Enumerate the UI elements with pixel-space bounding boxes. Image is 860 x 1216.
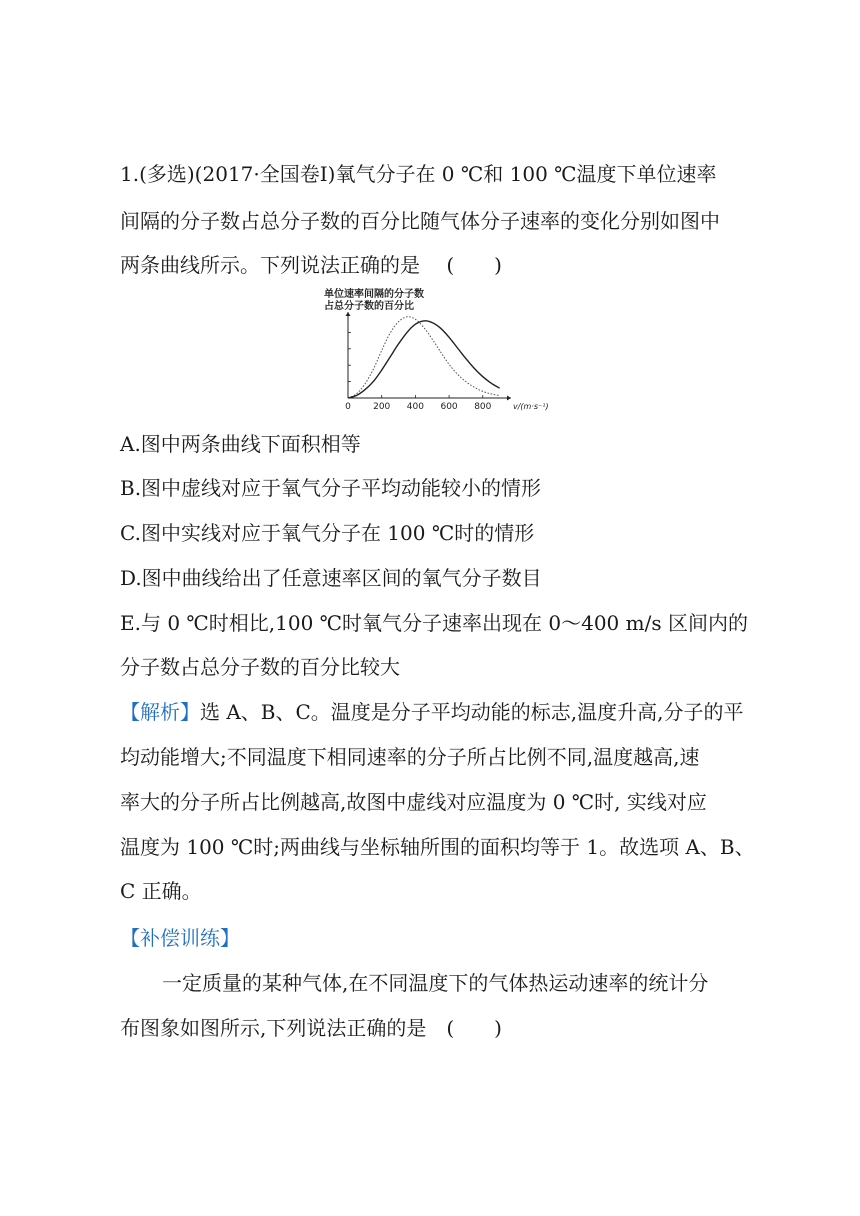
x-tick-label: 200 <box>373 402 391 412</box>
x-tick-label: 800 <box>474 402 492 412</box>
x-tick-label: 0 <box>345 402 351 412</box>
analysis-line <box>120 698 744 726</box>
option-e-continued: 分子数占总分子数的百分比较大 <box>120 655 400 679</box>
analysis-text: 选 A、B、C。温度是分子平均动能的标志,温度升高,分子的平 <box>200 700 744 724</box>
x-axis-label: v/(m·s⁻¹) <box>513 402 549 411</box>
y-axis-arrow <box>346 312 351 316</box>
question-stem-line: 间隔的分子数占总分子数的百分比随气体分子速率的变化分别如图中 <box>120 209 720 233</box>
solid-curve <box>348 321 500 398</box>
x-axis-arrow <box>507 396 511 401</box>
option-d: D.图中曲线给出了任意速率区间的氧气分子数目 <box>120 566 542 590</box>
analysis-tag: 【解析】 <box>120 700 200 724</box>
supplement-line: 一定质量的某种气体,在不同温度下的气体热运动速率的统计分 <box>162 971 709 995</box>
chart-title-line: 单位速率间隔的分子数 <box>324 289 424 300</box>
option-a: A.图中两条曲线下面积相等 <box>120 432 361 456</box>
speed-distribution-chart <box>318 286 549 414</box>
dashed-curve <box>348 317 500 398</box>
chart-axes <box>346 312 512 401</box>
x-tick-label: 600 <box>440 402 458 412</box>
analysis-line: C 正确。 <box>120 879 202 903</box>
analysis-line: 温度为 100 ℃时;两曲线与坐标轴所围的面积均等于 1。故选项 A、B、 <box>120 835 755 859</box>
option-b: B.图中虚线对应于氧气分子平均动能较小的情形 <box>120 476 542 500</box>
question-stem-line: 两条曲线所示。下列说法正确的是 ( ) <box>120 253 502 277</box>
option-e: E.与 0 ℃时相比,100 ℃时氧气分子速率出现在 0～400 m/s 区间内的 <box>120 611 748 635</box>
question-stem-line: 1.(多选)(2017·全国卷Ⅰ)氧气分子在 0 ℃和 100 ℃温度下单位速率 <box>120 162 717 186</box>
analysis-line: 均动能增大;不同温度下相同速率的分子所占比例不同,温度越高,速 <box>120 745 700 769</box>
x-tick-label: 400 <box>406 402 424 412</box>
supplement-line: 布图象如图所示,下列说法正确的是 ( ) <box>120 1016 502 1040</box>
chart-title-line: 占总分子数的百分比 <box>324 301 414 312</box>
chart-marks <box>348 317 500 398</box>
analysis-line: 率大的分子所占比例越高,故图中虚线对应温度为 0 ℃时, 实线对应 <box>120 790 707 814</box>
option-c: C.图中实线对应于氧气分子在 100 ℃时的情形 <box>120 521 535 545</box>
supplement-tag: 【补偿训练】 <box>120 926 240 950</box>
